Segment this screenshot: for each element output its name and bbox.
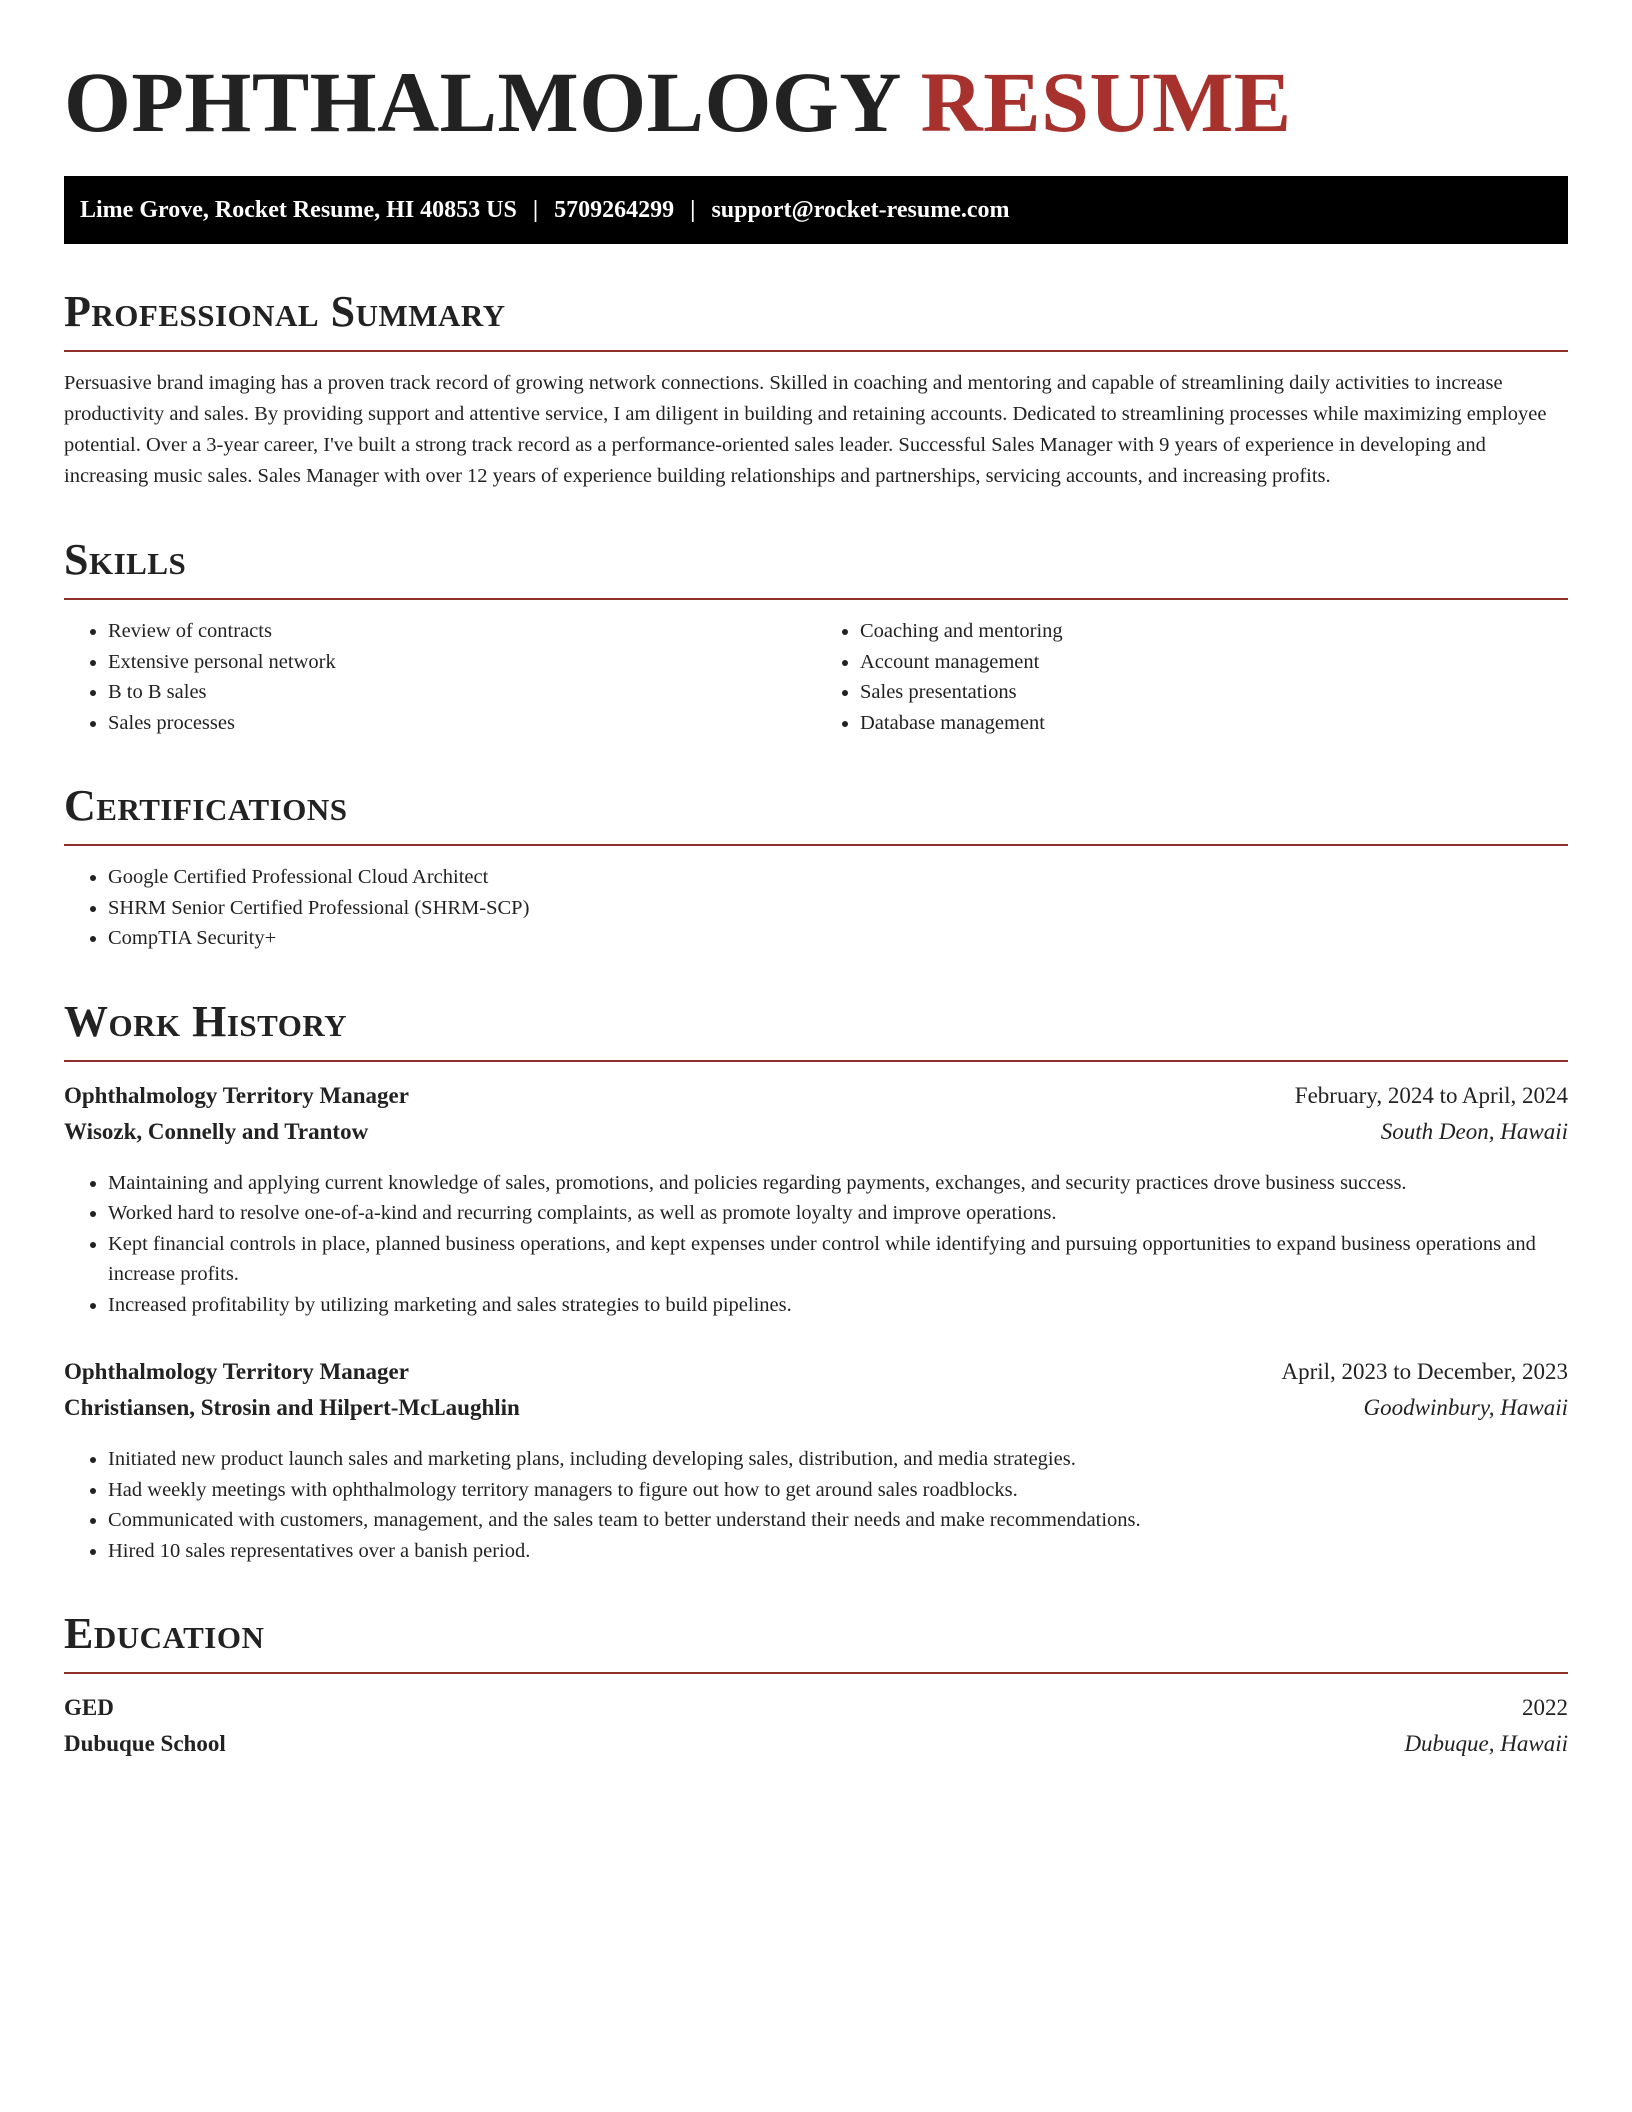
certification-item: • Google Certified Professional Cloud Architect <box>108 862 1568 893</box>
job-bullet: • Increased profitability by utilizing marketing and sales strategies to build pipelines. <box>108 1290 1568 1321</box>
title-part-1: OPHTHALMOLOGY <box>64 54 899 150</box>
section-heading-summary: Professional Summary <box>64 287 506 336</box>
job-bullet: • Had weekly meetings with ophthalmology territory managers to figure out how to get around sales roadblocks. <box>108 1475 1568 1506</box>
education-year: 2022 <box>1522 1695 1568 1720</box>
section-heading-skills: Skills <box>64 535 187 584</box>
skill-item: • Sales processes <box>108 708 816 739</box>
skills-list-right <box>816 616 1568 738</box>
contact-address: Lime Grove, Rocket Resume, HI 40853 US <box>80 196 517 223</box>
job-bullet: • Maintaining and applying current knowledge of sales, promotions, and policies regarding payments, exchanges, and security practices drove business success. <box>108 1168 1568 1199</box>
job-bullet: • Worked hard to resolve one-of-a-kind and recurring complaints, as well as promote loyalty and improve operations. <box>108 1198 1568 1229</box>
skill-item: • Review of contracts <box>108 616 816 647</box>
job-dates: February, 2024 to April, 2024 <box>1294 1082 1568 1108</box>
contact-separator: | <box>532 196 539 223</box>
contact-separator: | <box>690 196 696 223</box>
summary-text: Persuasive brand imaging has a proven track record of growing network connections. Skilled in coaching and mentoring and capable of streamlining daily activities to increase productivity and sales. By providing support and attentive service, I am diligent in building and retaining accounts. Dedicated to streamlining processes while maximizing employee potential. Over a 3-year career, I've built a strong track record as a performance-oriented sales leader. Successful Sales Manager with 9 years of experience in developing and increasing music sales. Sales Manager with over 12 years of experience building relationships and partnerships, servicing accounts, and increasing profits. <box>64 372 1547 487</box>
job-bullets <box>64 1168 1568 1321</box>
job-header-row <box>64 1354 1568 1390</box>
education-school: Dubuque School <box>64 1731 226 1756</box>
section-divider <box>64 1060 1568 1062</box>
job-company-row <box>64 1390 1568 1426</box>
job-title: Ophthalmology Territory Manager <box>64 1082 409 1108</box>
education-degree: GED <box>64 1695 114 1720</box>
section-divider <box>64 350 1568 352</box>
certification-item: • CompTIA Security+ <box>108 923 1568 954</box>
certification-item: • SHRM Senior Certified Professional (SHRM-SCP) <box>108 893 1568 924</box>
skill-item: • Coaching and mentoring <box>860 616 1568 647</box>
skills-list-left <box>64 616 816 738</box>
job-location: Goodwinbury, Hawaii <box>1363 1395 1568 1420</box>
job-entry <box>64 1354 1568 1566</box>
job-company-row <box>64 1114 1568 1150</box>
section-heading-education: Education <box>64 1609 265 1658</box>
education-entry <box>64 1690 1568 1762</box>
contact-bar <box>64 176 1568 244</box>
education-header-row <box>64 1690 1568 1726</box>
job-bullet: • Communicated with customers, management, and the sales team to better understand their needs and make recommendations. <box>108 1505 1568 1536</box>
job-location: South Deon, Hawaii <box>1380 1118 1568 1144</box>
job-bullet: • Hired 10 sales representatives over a banish period. <box>108 1536 1568 1567</box>
skill-item: • Database management <box>860 708 1568 739</box>
job-entry <box>64 1078 1568 1321</box>
job-bullet: • Kept financial controls in place, planned business operations, and kept expenses under control while identifying and pursuing opportunities to expand business operations and increase profits. <box>108 1229 1568 1290</box>
contact-email[interactable]: support@rocket-resume.com <box>711 196 1010 223</box>
job-company: Wisozk, Connelly and Trantow <box>64 1118 369 1144</box>
section-heading-work-history: Work History <box>64 996 348 1046</box>
skill-item: • Sales presentations <box>860 677 1568 708</box>
skill-item: • B to B sales <box>108 677 816 708</box>
job-title: Ophthalmology Territory Manager <box>64 1359 409 1384</box>
skills-grid <box>64 600 1568 738</box>
job-bullets <box>64 1444 1568 1566</box>
section-divider <box>64 844 1568 846</box>
resume-title <box>64 52 1568 152</box>
education-school-row <box>64 1726 1568 1762</box>
contact-phone: 5709264299 <box>554 196 675 223</box>
education-location: Dubuque, Hawaii <box>1404 1731 1568 1756</box>
skill-item: • Extensive personal network <box>108 647 816 678</box>
job-company: Christiansen, Strosin and Hilpert-McLaughlin <box>64 1395 520 1420</box>
job-bullet: • Initiated new product launch sales and marketing plans, including developing sales, distribution, and media strategies. <box>108 1444 1568 1475</box>
job-dates: April, 2023 to December, 2023 <box>1281 1359 1568 1384</box>
certifications-list <box>64 862 1568 954</box>
skill-item: • Account management <box>860 647 1568 678</box>
job-header-row <box>64 1078 1568 1114</box>
title-part-2: RESUME <box>920 54 1292 150</box>
section-heading-certifications: Certifications <box>64 781 348 830</box>
section-divider <box>64 1672 1568 1674</box>
